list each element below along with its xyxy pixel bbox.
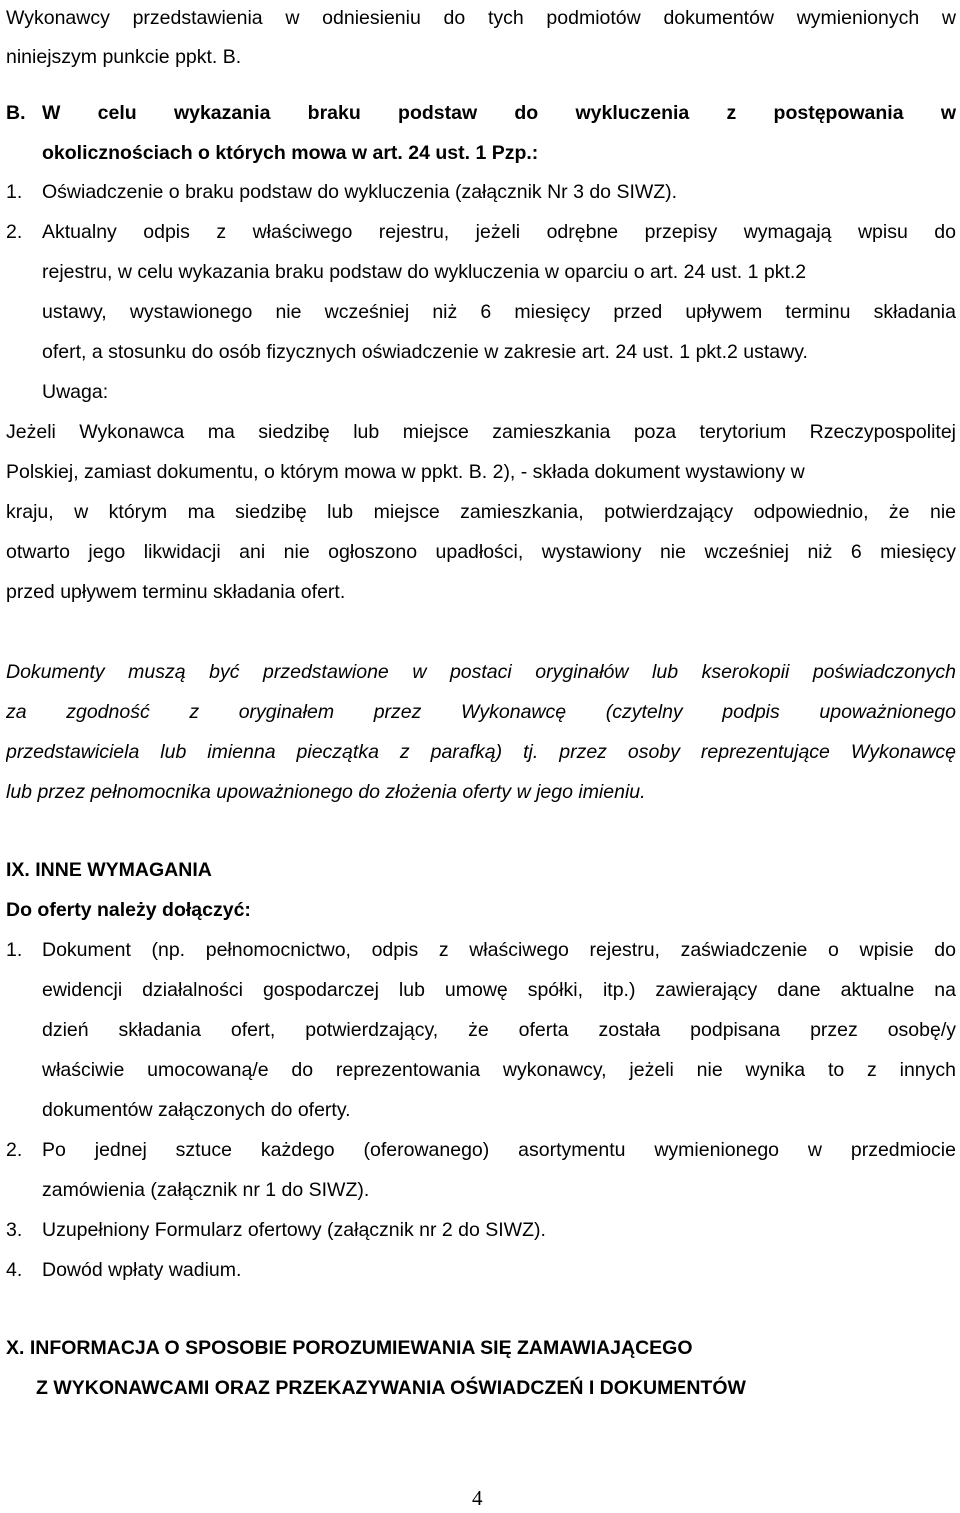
section-b-item-1-number: 1. [6,181,23,203]
section-b-line-1: W celu wykazania braku podstaw do wykluczenia z postępowania w [42,102,956,124]
section-b-item-2-line-4: ofert, a stosunku do osób fizycznych oświadczenie w zakresie art. 24 ust. 1 pkt.2 ustawy. [42,341,808,363]
note-line-4: otwarto jego likwidacji ani nie ogłoszono upadłości, wystawiony nie wcześniej niż 6 miesięcy [6,541,956,563]
section-ix-item-1-line-2: ewidencji działalności gospodarczej lub umowę spółki, itp.) zawierający dane aktualne na [42,979,956,1001]
section-ix-heading: IX. INNE WYMAGANIA [6,859,212,881]
italic-line-3: przedstawiciela lub imienna pieczątka z parafką) tj. przez osoby reprezentujące Wykonawcę [6,741,956,763]
italic-line-1: Dokumenty muszą być przedstawione w postaci oryginałów lub kserokopii poświadczonych [6,661,956,683]
section-ix-item-3-number: 3. [6,1219,23,1241]
section-b-item-2-line-5: Uwaga: [42,381,109,403]
note-line-3: kraju, w którym ma siedzibę lub miejsce zamieszkania, potwierdzający odpowiednio, że nie [6,501,956,523]
section-b-item-2-line-3: ustawy, wystawionego nie wcześniej niż 6 miesięcy przed upływem terminu składania [42,301,956,323]
section-ix-item-3-line-1: Uzupełniony Formularz ofertowy (załącznik nr 2 do SIWZ). [42,1219,546,1241]
section-ix-item-1-line-3: dzień składania ofert, potwierdzający, że oferta została podpisana przez osobę/y [42,1019,956,1041]
italic-line-4: lub przez pełnomocnika upoważnionego do złożenia oferty w jego imieniu. [6,781,646,803]
section-b-marker: B. [6,102,26,124]
page-number: 4 [472,1486,483,1510]
section-b-item-1-line-1: Oświadczenie o braku podstaw do wykluczenia (załącznik Nr 3 do SIWZ). [42,181,678,203]
section-ix-item-2-line-2: zamówienia (załącznik nr 1 do SIWZ). [42,1179,370,1201]
section-ix-item-2-line-1: Po jednej sztuce każdego (oferowanego) asortymentu wymienionego w przedmiocie [42,1139,956,1161]
section-ix-item-1-line-4: właściwie umocowaną/e do reprezentowania wykonawcy, jeżeli nie wynika to z innych [42,1059,956,1081]
section-x-heading-line-2: Z WYKONAWCAMI ORAZ PRZEKAZYWANIA OŚWIADCZEŃ I DOKUMENTÓW [36,1377,746,1399]
section-ix-item-2-number: 2. [6,1139,23,1161]
section-ix-item-4-line-1: Dowód wpłaty wadium. [42,1259,242,1281]
section-x-heading-line-1: X. INFORMACJA O SPOSOBIE POROZUMIEWANIA SIĘ ZAMAWIAJĄCEGO [6,1337,693,1359]
intro-line-2: niniejszym punkcie ppkt. B. [6,46,242,68]
section-b-item-2-number: 2. [6,221,23,243]
intro-line-1: Wykonawcy przedstawienia w odniesieniu do tych podmiotów dokumentów wymienionych w [6,7,956,29]
section-ix-item-1-line-5: dokumentów załączonych do oferty. [42,1099,351,1121]
section-b-line-2: okolicznościach o których mowa w art. 24 ust. 1 Pzp.: [42,142,539,164]
section-ix-item-1-line-1: Dokument (np. pełnomocnictwo, odpis z właściwego rejestru, zaświadczenie o wpisie do [42,939,956,961]
section-b-item-2-line-1: Aktualny odpis z właściwego rejestru, jeżeli odrębne przepisy wymagają wpisu do [42,221,956,243]
section-ix-subheading: Do oferty należy dołączyć: [6,899,251,921]
note-line-5: przed upływem terminu składania ofert. [6,581,346,603]
note-line-1: Jeżeli Wykonawca ma siedzibę lub miejsce zamieszkania poza terytorium Rzeczypospolitej [6,421,956,443]
section-ix-item-4-number: 4. [6,1259,23,1281]
note-line-2: Polskiej, zamiast dokumentu, o którym mowa w ppkt. B. 2), - składa dokument wystawiony w [6,461,805,483]
section-ix-item-1-number: 1. [6,939,23,961]
italic-line-2: za zgodność z oryginałem przez Wykonawcę (czytelny podpis upoważnionego [6,701,956,723]
section-b-item-2-line-2: rejestru, w celu wykazania braku podstaw do wykluczenia w oparciu o art. 24 ust. 1 pkt.2 [42,261,807,283]
